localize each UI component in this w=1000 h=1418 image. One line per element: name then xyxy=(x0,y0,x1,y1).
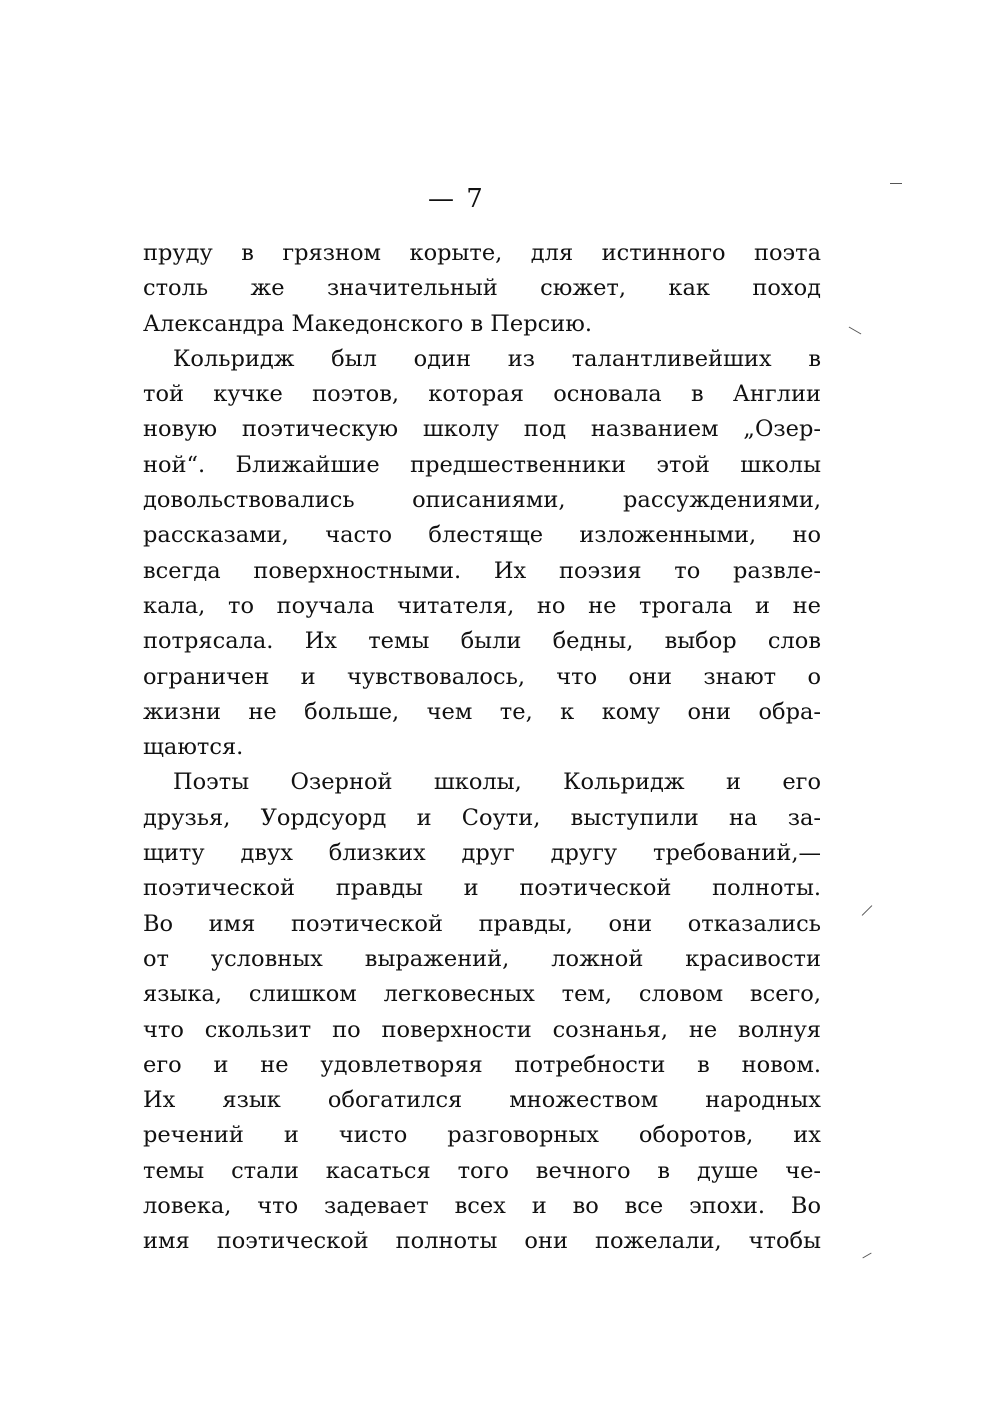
text-line: Во имя поэтической правды, они отказались xyxy=(143,910,821,937)
text-line: жизни не больше, чем те, к кому они обра- xyxy=(143,698,821,725)
text-line: новую поэтическую школу под названием „Озер- xyxy=(143,416,821,443)
text-line: довольствовались описаниями, рассуждениями, xyxy=(143,487,821,514)
text-line: ловека, что задевает всех и во все эпохи. Во xyxy=(143,1193,821,1220)
text-line: потрясала. Их темы были бедны, выбор слов xyxy=(143,628,821,655)
text-line: столь же значительный сюжет, как поход xyxy=(143,275,821,302)
text-line: кала, то поучала читателя, но не трогала и не xyxy=(143,592,821,619)
text-line: речений и чисто разговорных оборотов, их xyxy=(143,1122,821,1149)
scan-speck xyxy=(890,183,902,184)
text-line: темы стали касаться того вечного в душе че- xyxy=(143,1157,821,1184)
text-line: поэтической правды и поэтической полноты. xyxy=(143,875,821,902)
text-line: пруду в грязном корыте, для истинного поэта xyxy=(143,240,821,266)
body-text xyxy=(143,236,821,1260)
text-line: рассказами, часто блестяще изложенными, но xyxy=(143,522,821,549)
paragraph-2 xyxy=(143,342,821,766)
text-line: Поэты Озерной школы, Кольридж и его xyxy=(173,769,821,796)
text-line: Александра Македонского в Персию. xyxy=(143,310,592,337)
scan-speck xyxy=(849,327,862,335)
text-line: имя поэтической полноты они пожелали, чтобы xyxy=(143,1228,821,1255)
text-line: что скользит по поверхности сознанья, не волнуя xyxy=(143,1016,821,1043)
text-line: Кольридж был один из талантливейших в xyxy=(173,345,821,372)
text-line: языка, слишком легковесных тем, словом всего, xyxy=(143,981,821,1008)
text-line: той кучке поэтов, которая основала в Англии xyxy=(143,381,821,408)
text-line: его и не удовлетворяя потребности в новом. xyxy=(143,1051,821,1078)
text-line: щиту двух близких друг другу требований,— xyxy=(143,840,821,867)
page-number: — 7 xyxy=(428,184,485,214)
paragraph-1 xyxy=(143,236,821,342)
text-line: всегда поверхностными. Их поэзия то развле- xyxy=(143,557,821,584)
text-line: от условных выражений, ложной красивости xyxy=(143,945,821,972)
scan-speck xyxy=(862,905,873,916)
text-line: ной“. Ближайшие предшественники этой школы xyxy=(143,451,821,478)
paragraph-3 xyxy=(143,765,821,1259)
scan-speck xyxy=(862,1253,871,1259)
text-line: щаются. xyxy=(143,734,244,761)
text-line: Их язык обогатился множеством народных xyxy=(143,1087,821,1114)
text-line: ограничен и чувствовалось, что они знают о xyxy=(143,663,821,690)
text-line: друзья, Уордсуорд и Соути, выступили на за- xyxy=(143,804,821,831)
